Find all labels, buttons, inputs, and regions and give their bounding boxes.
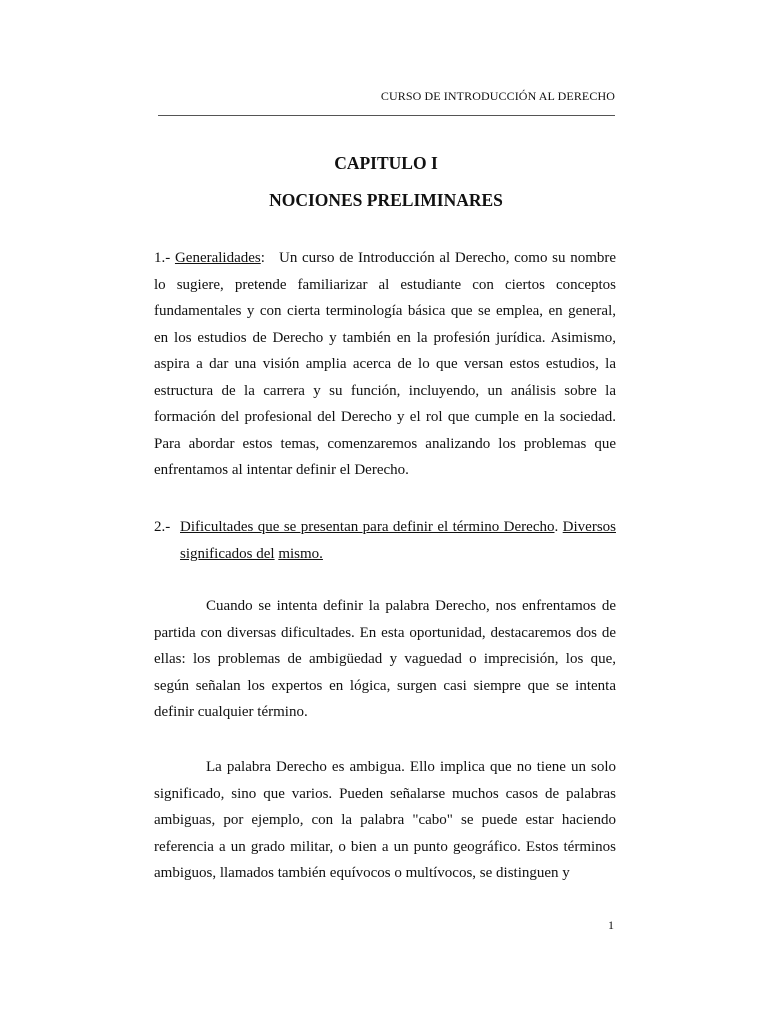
section-1-heading-colon: : (260, 250, 265, 266)
section-2-heading-sep1: . (554, 519, 563, 535)
page-number: 1 (608, 918, 614, 932)
chapter-number-title: CAPITULO I (334, 153, 438, 173)
section-2-heading-part2: Diversos significados del (180, 519, 616, 562)
section-1-heading: Generalidades (174, 250, 261, 266)
section-2-number: 2.- (154, 519, 171, 535)
section-1-text: Un curso de Introducción al Derecho, como su nombre lo sugiere, pretende familiarizar al estudiante con ciertos conceptos fundamentales y con cierta terminología básica que se emplea, en general, en los estudios de Derecho y también en la profesión jurídica. Asimismo, aspira a dar una visión amplia acerca de lo que versan estos estudios, la estructura de la carrera y su función, incluyendo, un análisis sobre la formación del profesional del Derecho y el rol que cumple en la sociedad. Para abordar estos temas, comenzaremos analizando los problemas que enfrentamos al intentar definir el Derecho. (154, 250, 617, 478)
section-2-heading-part3: mismo. (278, 545, 323, 562)
chapter-title: NOCIONES PRELIMINARES (269, 190, 503, 210)
section-1-paragraph (154, 245, 616, 484)
section-2-heading (180, 514, 616, 567)
section-2-heading-block (154, 514, 616, 567)
paragraph-ambiguity: La palabra Derecho es ambigua. Ello implica que no tiene un solo significado, sino que varios. Pueden señalarse muchos casos de palabras ambiguas, por ejemplo, con la palabra "cabo" se puede estar haciendo referencia a un grado militar, o bien a un punto geográfico. Estos términos ambiguos, llamados también equívocos o multívocos, se distinguen y (154, 759, 616, 881)
section-1-number: 1.- (154, 250, 171, 266)
running-header: CURSO DE INTRODUCCIÓN AL DERECHO (380, 89, 615, 103)
header-divider (158, 115, 615, 116)
section-2-heading-part1: Dificultades que se presentan para definir el término Derecho (180, 519, 555, 535)
paragraph-definition-difficulties: Cuando se intenta definir la palabra Derecho, nos enfrentamos de partida con diversas dificultades. En esta oportunidad, destacaremos dos de ellas: los problemas de ambigüedad y vaguedad o imprecisión, los que, según señalan los expertos en lógica, surgen casi siempre que se intenta definir cualquier término. (154, 598, 616, 720)
